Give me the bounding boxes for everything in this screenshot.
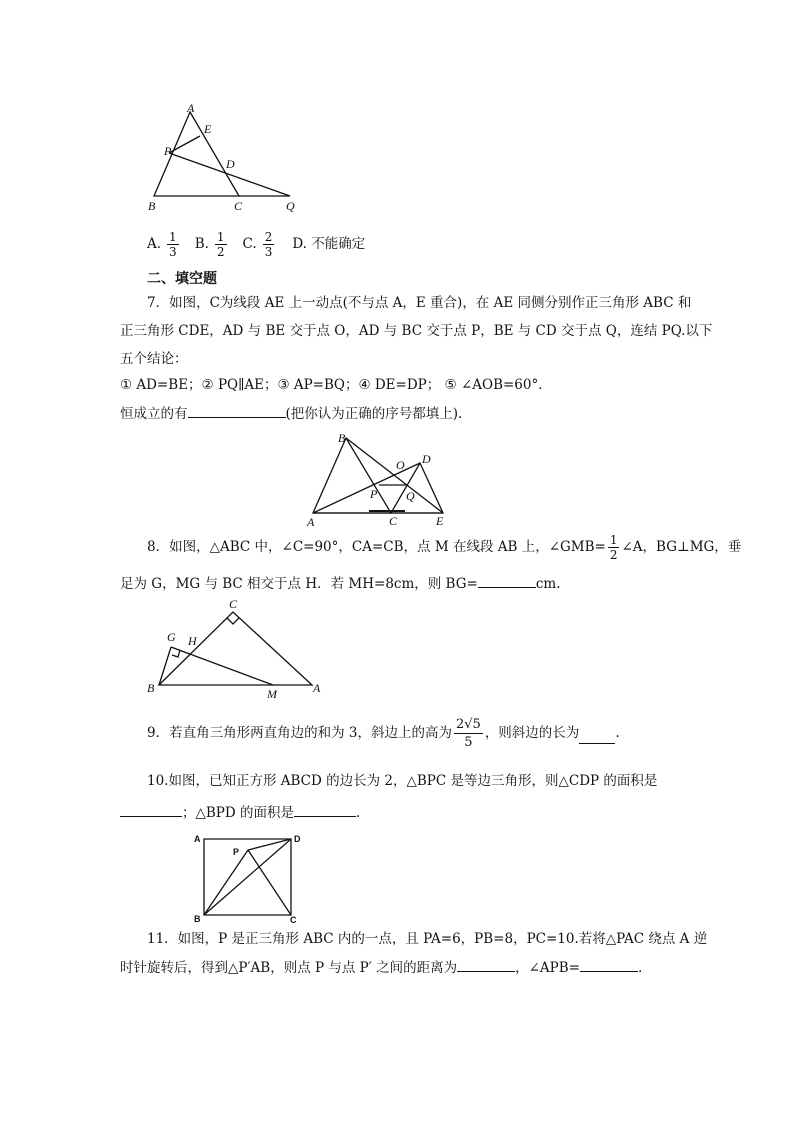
label-h-q8: H (188, 634, 197, 648)
q7-line2: 正三角形 CDE，AD 与 BE 交于点 O，AD 与 BC 交于点 P，BE 与 CD 交于点 Q，连结 PQ.以下 (120, 323, 713, 339)
answer-blank-q11-b[interactable] (580, 957, 638, 972)
label-d-q10: D (294, 834, 301, 844)
q9-fraction: $\frac{2√5}{5}$ (455, 716, 481, 750)
answer-blank-q10-a[interactable] (120, 802, 182, 817)
figure-q7 (305, 430, 455, 530)
label-b-q8: B (147, 681, 155, 695)
q6-choices (147, 224, 365, 264)
choice-c: C. $\frac{2}{3}$ (242, 229, 273, 259)
q7-line4: ① AD=BE；② PQ∥AE；③ AP=BQ；④ DE=DP； ⑤ ∠AOB=60°． (120, 377, 552, 393)
label-a: A (187, 101, 195, 115)
q8-line1: 8．如图，△ABC 中，∠C=90°，CA=CB，点 M 在线段 AB 上，∠GMB= $\frac{1}{2}$ ∠A，BG⊥MG，垂 (147, 532, 742, 562)
label-b: B (148, 199, 156, 213)
q10-line2: ；△BPD 的面积是 . (120, 802, 360, 822)
line-be (346, 438, 443, 513)
label-d-q7: D (422, 452, 431, 466)
answer-blank-q9[interactable] (579, 729, 615, 744)
label-m-q8: M (267, 687, 277, 701)
q7-line1: 7．如图，C为线段 AE 上一动点(不与点 A，E 重合)，在 AE 同侧分别作正三角形 ABC 和 (147, 295, 692, 311)
choice-b-fraction: $\frac{1}{2}$ (216, 229, 225, 259)
q7-line3: 五个结论： (120, 351, 188, 367)
answer-blank-q7[interactable] (188, 403, 286, 418)
label-a-q7: A (307, 515, 315, 529)
right-angle-c (227, 618, 239, 624)
choice-a: A. $\frac{1}{3}$ (147, 229, 177, 259)
q7-line5: 恒成立的有 (把你认为正确的序号都填上). (120, 403, 462, 423)
choice-d: D. 不能确定 (292, 236, 366, 252)
choice-b: B. $\frac{1}{2}$ (194, 229, 225, 259)
label-o-q7: O (396, 458, 405, 472)
label-q-q7: Q (406, 489, 415, 503)
choice-a-fraction: $\frac{1}{3}$ (169, 229, 177, 259)
label-q: Q (286, 199, 295, 213)
label-c-q10: C (290, 915, 297, 925)
line-pe (169, 136, 200, 153)
label-d: D (226, 157, 235, 171)
q9-line: 9．若直角三角形两直角边的和为 3，斜边上的高为 $\frac{2√5}{5}$ ，则斜边的长为 . (147, 716, 620, 750)
right-angle-g (172, 650, 180, 657)
q10-line1: 10.如图，已知正方形 ABCD 的边长为 2，△BPC 是等边三角形，则△CDP 的面积是 (147, 773, 658, 789)
section-title: 二、填空题 (147, 271, 217, 287)
label-g-q8: G (167, 630, 176, 644)
q8-line2: 足为 G，MG 与 BC 相交于点 H．若 MH=8cm，则 BG= cm. (120, 573, 561, 593)
q8-fraction: $\frac{1}{2}$ (609, 532, 618, 562)
figure-q6 (140, 100, 310, 215)
label-a-q8: A (313, 681, 321, 695)
label-e: E (204, 122, 212, 136)
label-b-q10: B (194, 914, 201, 924)
answer-blank-q8[interactable] (478, 573, 536, 588)
line-cp (248, 850, 291, 915)
triangle-abc-q7 (313, 438, 391, 513)
q11-line2: 时针旋转后，得到△P′AB，则点 P 与点 P′ 之间的距离为 ，∠APB= . (120, 957, 642, 977)
figure-q8 (145, 595, 335, 700)
q11-line1: 11．如图，P 是正三角形 ABC 内的一点，且 PA=6，PB=8，PC=10.若将△PAC 绕点 A 逆 (147, 931, 708, 947)
line-mg (171, 647, 273, 685)
label-p-q10: P (233, 847, 240, 857)
label-e-q7: E (436, 514, 444, 528)
choice-c-fraction: $\frac{2}{3}$ (264, 229, 273, 259)
label-c-q7: C (389, 514, 398, 528)
label-p-q7: P (370, 487, 378, 501)
answer-blank-q10-b[interactable] (294, 802, 356, 817)
label-c-q8: C (229, 597, 238, 611)
figure-q10 (190, 828, 320, 928)
label-c: C (234, 199, 243, 213)
label-b-q7: B (338, 431, 346, 445)
label-p: P (164, 144, 172, 158)
label-a-q10: A (194, 834, 201, 844)
triangle-abc-q8 (159, 612, 312, 685)
answer-blank-q11-a[interactable] (457, 957, 515, 972)
